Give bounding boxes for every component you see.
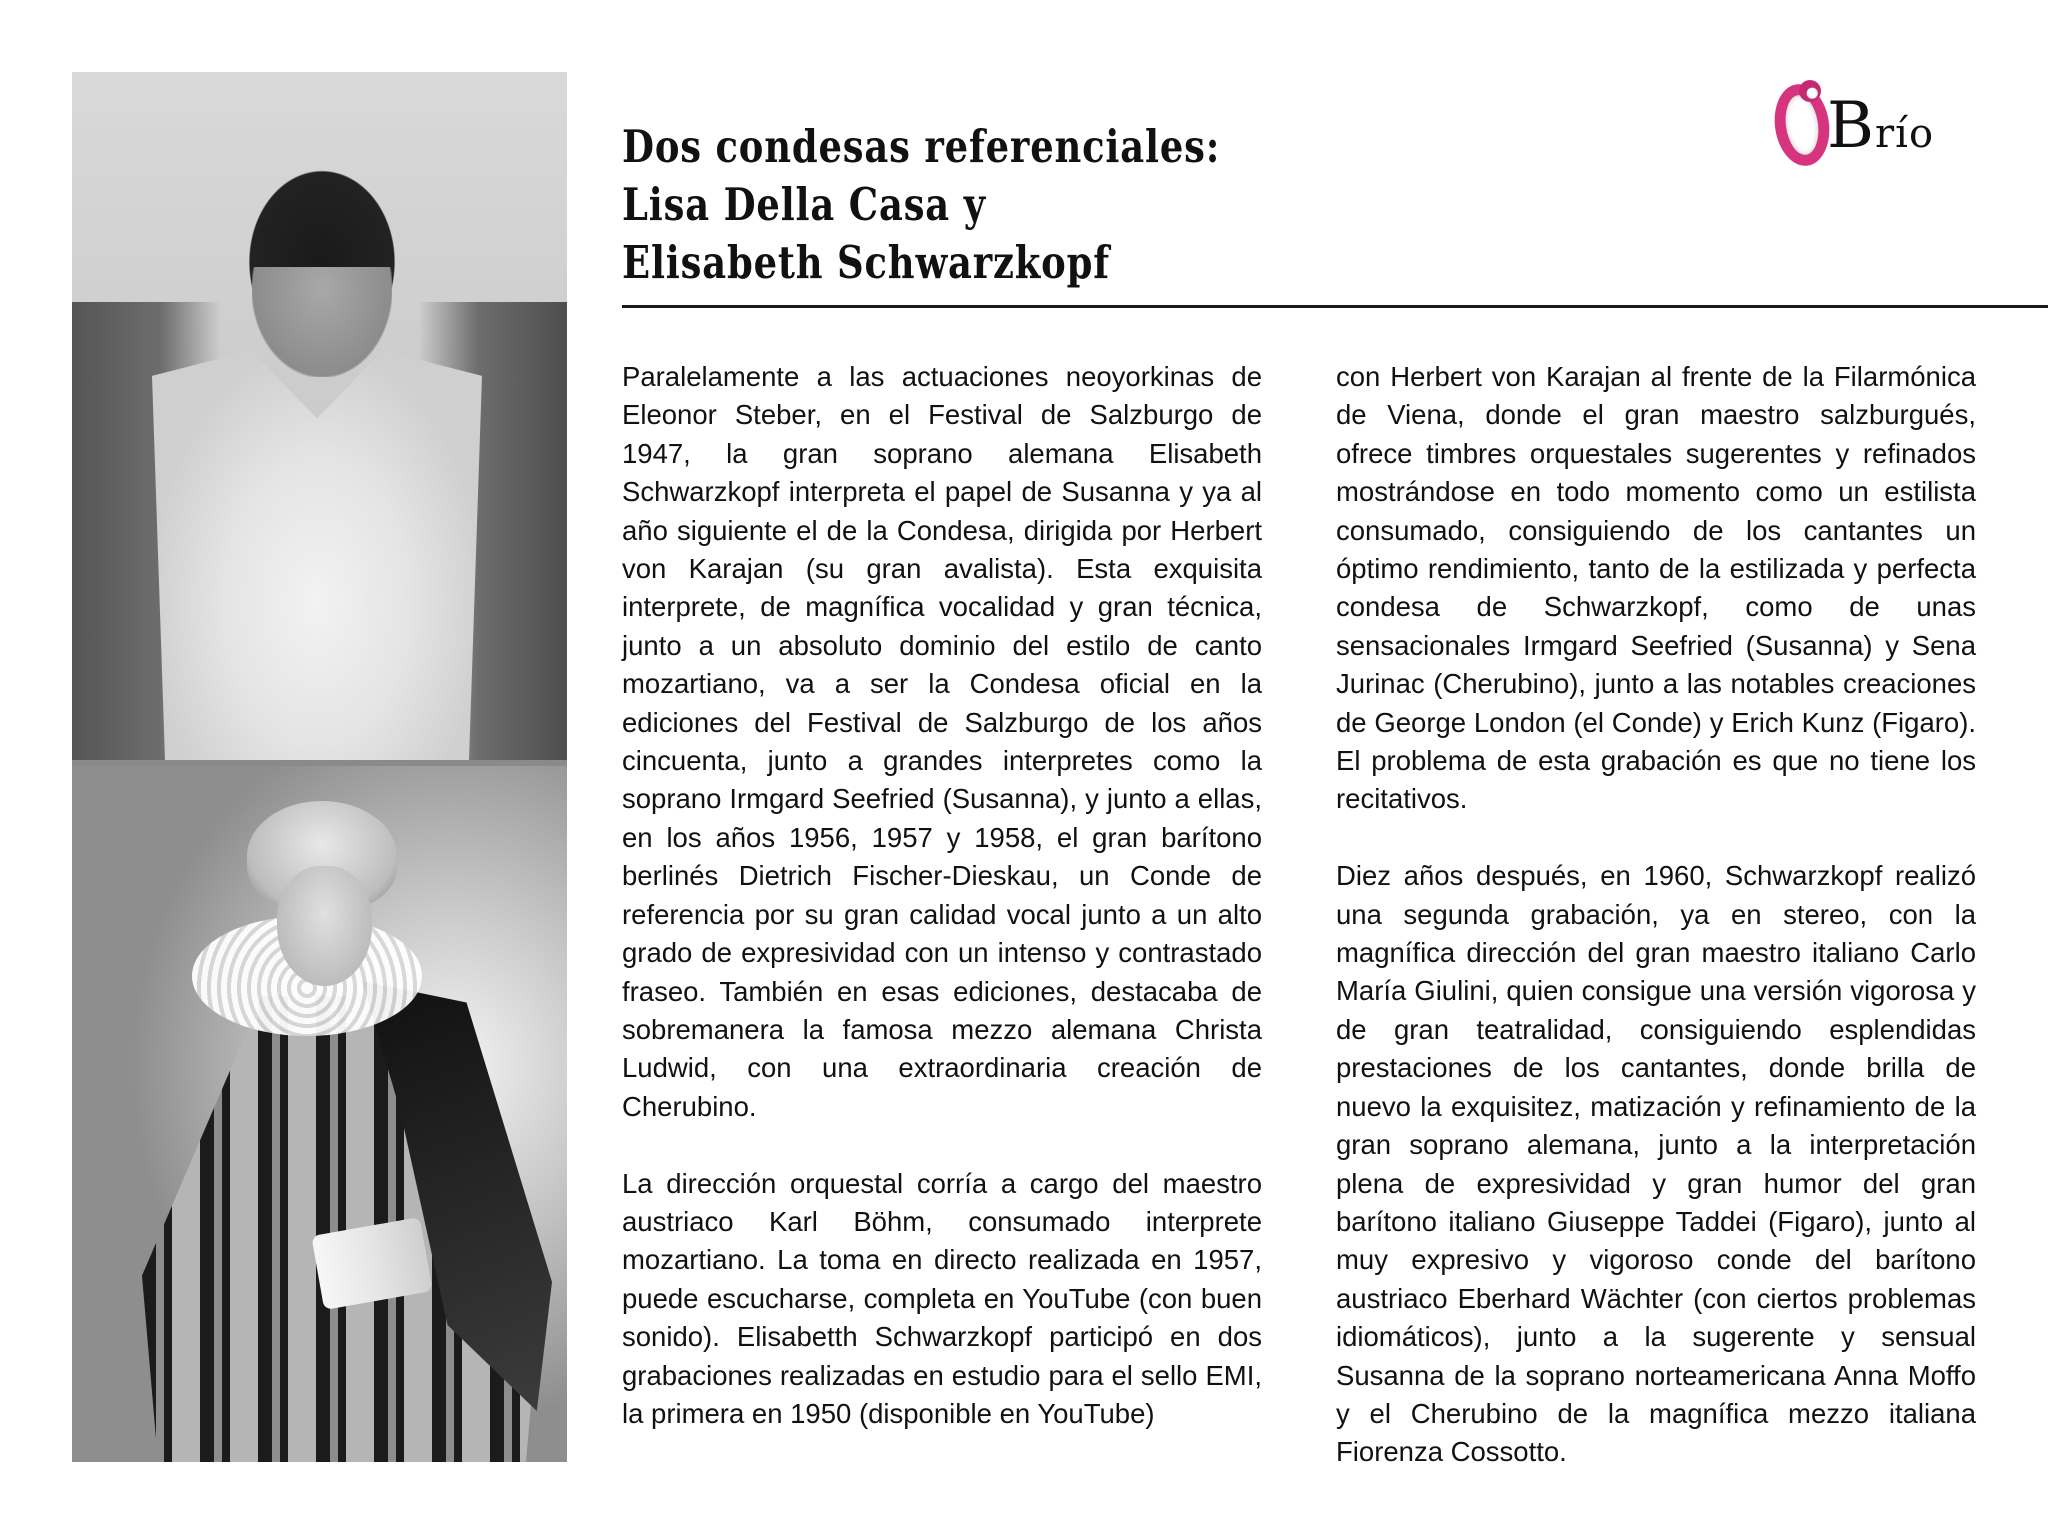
photo-elisabeth-schwarzkopf xyxy=(72,766,567,1462)
logo-letters-rio: río xyxy=(1875,111,1935,157)
title-divider-rule xyxy=(622,305,2048,308)
logo-letter-b: B xyxy=(1827,89,1876,163)
logo-o-curl-icon xyxy=(1799,80,1821,102)
logo-wordmark xyxy=(1827,86,1934,174)
text-column-left xyxy=(622,358,1262,1433)
text-column-right xyxy=(1336,358,1976,1472)
title-line: Elisabeth Schwarzkopf xyxy=(622,236,1110,289)
title-line: Dos condesas referenciales: xyxy=(622,120,1221,173)
photo-lisa-della-casa xyxy=(72,72,567,766)
paragraph: Paralelamente a las actuaciones neoyorkinas de Eleonor Steber, en el Festival de Salzburgo de 1947, la gran soprano alemana Elisabeth Schwarzkopf interpreta el papel de Susanna y ya al año siguiente el de la Condesa, dirigida por Herbert von Karajan (su gran avalista). Esta exquisita interprete, de magnífica vocalidad y gran técnica, junto a un absoluto dominio del estilo de canto mozartiano, va a ser la Condesa oficial en la ediciones del Festival de Salzburgo de los años cincuenta, junto a grandes interpretes como la soprano Irmgard Seefried (Susanna), y junto a ellas, en los años 1956, 1957 y 1958, el gran barítono berlinés Dietrich Fischer-Dieskau, un Conde de referencia por su gran calidad vocal junto a un alto grado de expresividad con un intenso y contrastado fraseo. También en esas ediciones, destacaba de sobremanera la famosa mezzo alemana Christa Ludwid, con una extraordinaria creación de Cherubino. xyxy=(622,361,1262,1122)
paragraph: La dirección orquestal corría a cargo del maestro austriaco Karl Böhm, consumado interprete mozartiano. La toma en directo realizada en 1957, puede escucharse, completa en YouTube (con buen sonido). Elisabetth Schwarzkopf participó en dos grabaciones realizadas en estudio para el sello EMI, la primera en 1950 (disponible en YouTube) xyxy=(622,1167,1262,1429)
obrio-logo xyxy=(1775,76,1975,176)
paragraph: Diez años después, en 1960, Schwarzkopf realizó una segunda grabación, ya en stereo, con la magnífica dirección del gran maestro italiano Carlo María Giulini, quien consigue una versión vigorosa y de gran teatralidad, consiguiendo esplendidas prestaciones de los cantantes, donde brilla de nuevo la exquisitez, matización y refinamiento de la gran soprano alemana, junto a la interpretación plena de expresividad y gran humor del gran barítono italiano Giuseppe Taddei (Figaro), junto al muy expresivo y vigoroso conde del barítono austriaco Eberhard Wächter (con ciertos problemas idiomáticos), junto a la sugerente y sensual Susanna de la soprano norteamericana Anna Moffo y el Cherubino de la magnífica mezzo italiana Fiorenza Cossotto. xyxy=(1336,860,1976,1468)
title-line: Lisa Della Casa y xyxy=(622,178,986,231)
paragraph: con Herbert von Karajan al frente de la Filarmónica de Viena, donde el gran maestro salzburgués, ofrece timbres orquestales sugerentes y refinados mostrándose en todo momento como un estilista consumado, consiguiendo de los cantantes un óptimo rendimiento, tanto de la estilizada y perfecta condesa de Schwarzkopf, como de unas sensacionales Irmgard Seefried (Susanna) y Sena Jurinac (Cherubino), junto a las notables creaciones de George London (el Conde) y Erich Kunz (Figaro). El problema de esta grabación es que no tiene los recitativos. xyxy=(1336,361,1976,815)
photo-face xyxy=(277,866,372,986)
article-title xyxy=(622,118,1221,292)
photo-neck xyxy=(252,267,392,377)
